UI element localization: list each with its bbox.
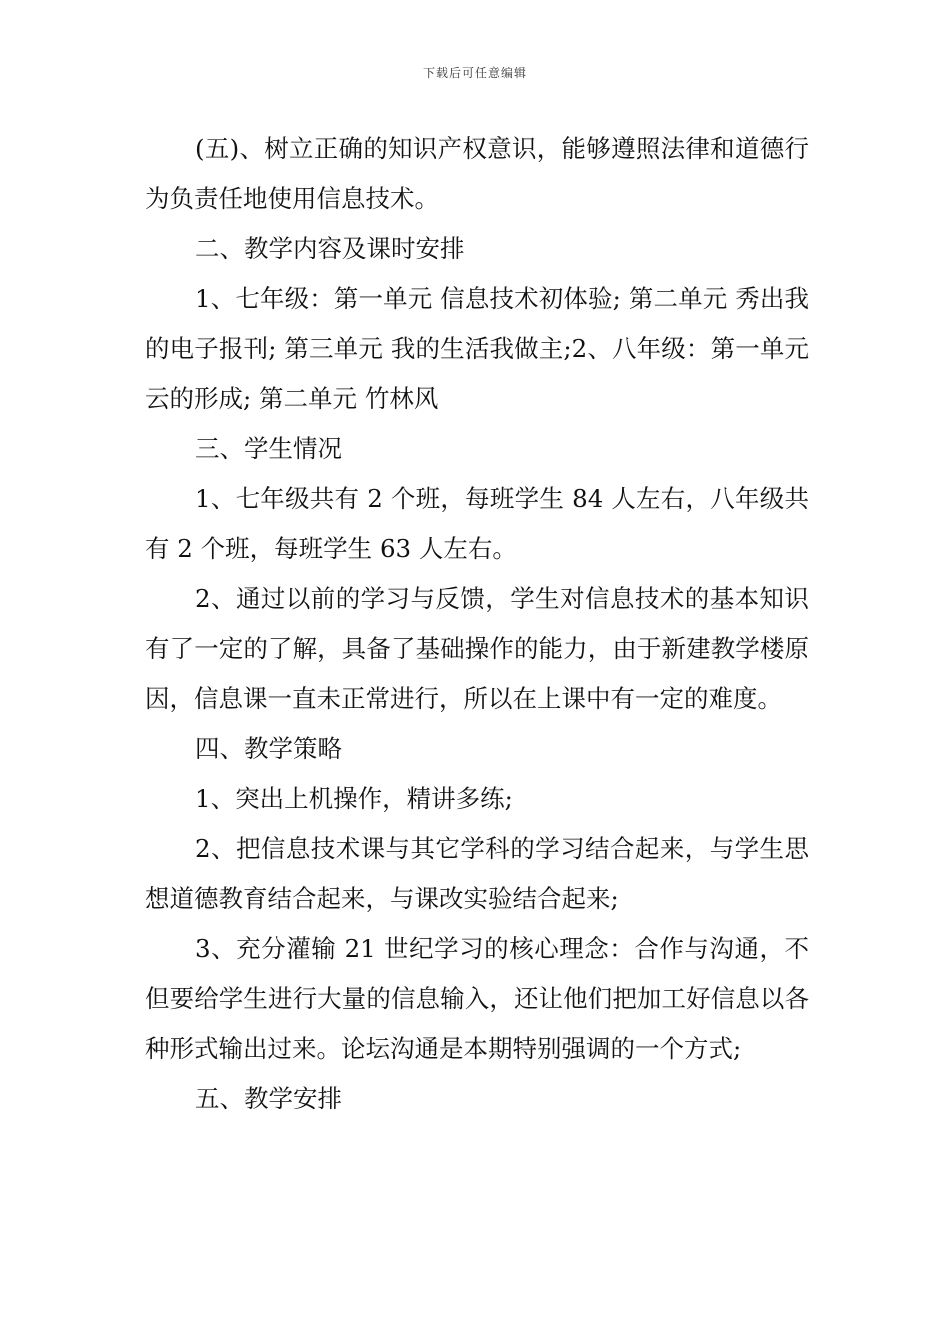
paragraph-strategy-3: 3、充分灌输 21 世纪学习的核心理念：合作与沟通，不但要给学生进行大量的信息输入，还让他们把加工好信息以各种形式输出过来。论坛沟通是本期特别强调的一个方式; (145, 934, 809, 1063)
paragraph-ip-awareness: (五)、树立正确的知识产权意识，能够遵照法律和道德行为负责任地使用信息技术。 (145, 134, 809, 213)
section-heading-student-situation: 三、学生情况 (195, 434, 342, 463)
section-heading-content-schedule: 二、教学内容及课时安排 (195, 234, 465, 263)
section-heading-teaching-strategy: 四、教学策略 (195, 734, 342, 763)
section-heading-teaching-arrangement: 五、教学安排 (195, 1084, 342, 1113)
paragraph-class-counts: 1、七年级共有 2 个班，每班学生 84 人左右，八年级共有 2 个班，每班学生 63 人左右。 (145, 484, 809, 563)
document-body (145, 124, 809, 1124)
page-header: 下载后可任意编辑 (422, 66, 527, 80)
paragraph-strategy-1: 1、突出上机操作，精讲多练; (195, 784, 513, 813)
paragraph-learning-feedback: 2、通过以前的学习与反馈，学生对信息技术的基本知识有了一定的了解，具备了基础操作的能力，由于新建教学楼原因，信息课一直未正常进行，所以在上课中有一定的难度。 (145, 584, 809, 713)
paragraph-grade-units: 1、七年级：第一单元 信息技术初体验; 第二单元 秀出我的电子报刊; 第三单元 我的生活我做主;2、八年级：第一单元 云的形成; 第二单元 竹林风 (145, 284, 810, 413)
paragraph-strategy-2: 2、把信息技术课与其它学科的学习结合起来，与学生思想道德教育结合起来，与课改实验结合起来; (145, 834, 809, 913)
